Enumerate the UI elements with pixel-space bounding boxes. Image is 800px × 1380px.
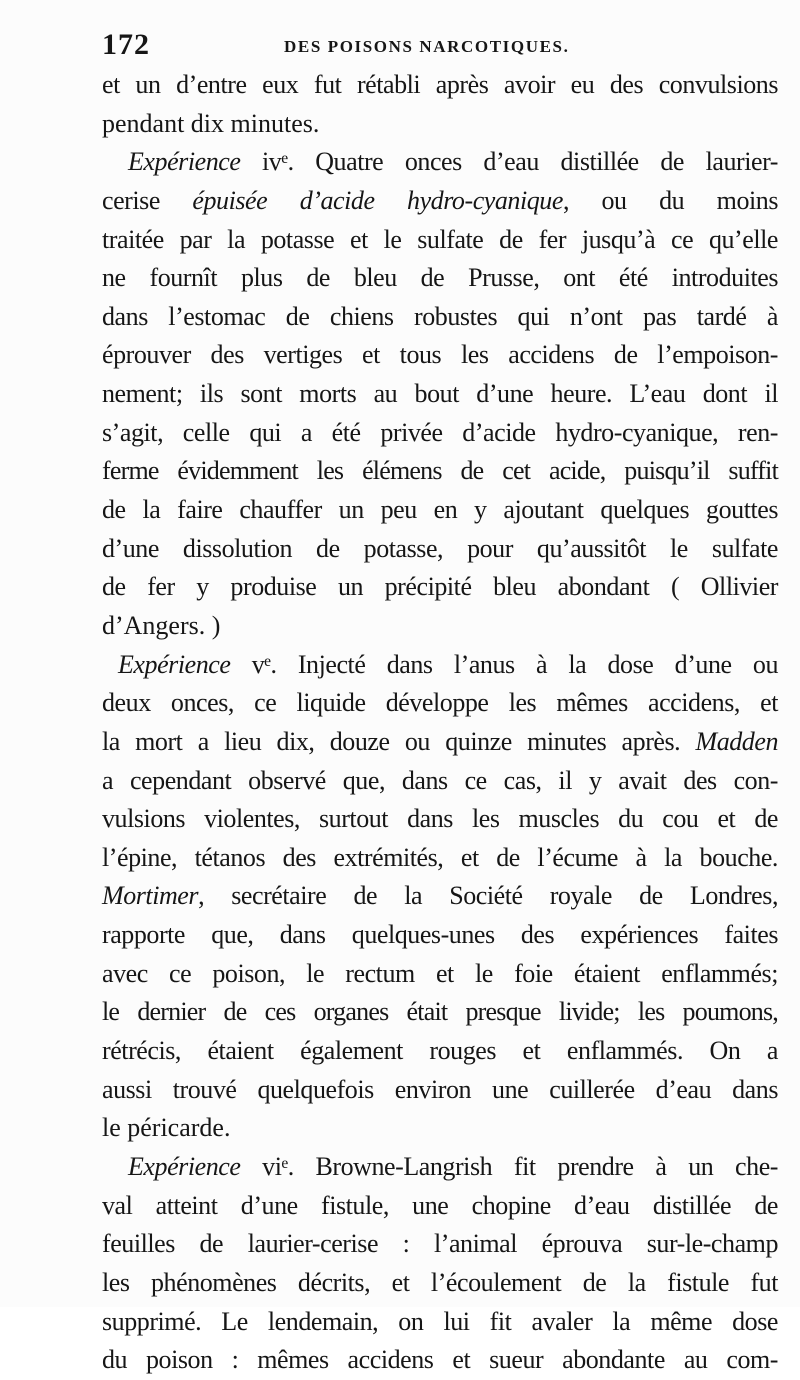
line-text: cerise [102, 185, 193, 215]
line-text: a cependant observé que, dans ce cas, il y avait des con- [102, 765, 778, 795]
text-line [102, 452, 778, 491]
line-italic-text: Expérience [128, 147, 241, 177]
running-title: DES POISONS NARCOTIQUES. [284, 37, 570, 56]
line-text: la mort a lieu dix, douze ou quinze minutes après. [102, 726, 696, 756]
line-text: , secrétaire de la Société royale de Londres, [198, 881, 778, 911]
body-text [102, 66, 778, 1380]
text-line [102, 800, 778, 839]
text-line [102, 1109, 778, 1148]
line-text: et un d’entre eux fut rétabli après avoir eu des convulsions [102, 70, 778, 99]
line-text: supprimé. Le lendemain, on lui fit avaler la même dose [102, 1306, 778, 1336]
line-text: dans l’estomac de chiens robustes qui n’ont pas tardé à [102, 301, 778, 331]
line-text: rétrécis, étaient également rouges et enflammés. On a [102, 1036, 778, 1066]
text-line [102, 1187, 778, 1226]
line-text: éprouver des vertiges et tous les accidens de l’empoison- [102, 340, 778, 370]
line-text: ferme évidemment les élémens de cet acide, puisqu’il suffit [102, 456, 778, 486]
text-line [102, 1032, 778, 1071]
line-text: traitée par la potasse et le sulfate de fer jusqu’à ce qu’elle [102, 224, 778, 254]
line-text: pendant dix minutes. [102, 108, 320, 138]
line-text: viᵉ. Browne-Langrish fit prendre à un che- [240, 1151, 778, 1181]
line-italic-text: Mortimer [102, 881, 199, 911]
text-line [102, 762, 778, 801]
text-line [102, 993, 778, 1032]
text-line [102, 491, 778, 530]
text-line [102, 1071, 778, 1110]
line-text: vulsions violentes, surtout dans les muscles du cou et de [102, 804, 778, 834]
text-line [102, 877, 778, 916]
text-line [102, 1148, 778, 1187]
text-line [102, 916, 778, 955]
line-text: avec ce poison, le rectum et le foie étaient enflammés; [102, 958, 778, 988]
line-text: nement; ils sont morts au bout d’une heure. L’eau dont il [102, 379, 778, 409]
text-line [102, 1341, 778, 1380]
text-line [102, 568, 778, 607]
text-line [102, 143, 778, 182]
line-text: vᵉ. Injecté dans l’anus à la dose d’une ou [230, 649, 778, 679]
text-line [102, 259, 778, 298]
text-line [102, 607, 778, 646]
text-line [102, 298, 778, 337]
line-text: l’épine, tétanos des extrémités, et de l’écume à la bouche. [102, 842, 778, 872]
line-text: de fer y produise un précipité bleu abondant ( Ollivier [102, 572, 778, 602]
line-italic-text: épuisée d’acide hydro-cyanique [192, 185, 563, 215]
text-line [102, 414, 778, 453]
line-text: feuilles de laurier-cerise : l’animal éprouva sur-le-champ [102, 1229, 778, 1259]
text-line [102, 1225, 778, 1264]
running-head [102, 28, 792, 62]
text-line [102, 1264, 778, 1303]
text-line [102, 336, 778, 375]
line-text: s’agit, celle qui a été privée d’acide hydro-cyanique, ren- [102, 417, 778, 447]
line-text: du poison : mêmes accidens et sueur abondante au com- [102, 1345, 778, 1375]
page-number: 172 [102, 28, 150, 61]
text-line [102, 66, 778, 105]
line-text: le dernier de ces organes était presque livide; les poumons, [102, 997, 778, 1027]
text-line [102, 105, 778, 144]
line-text: val atteint d’une fistule, une chopine d’eau distillée de [102, 1190, 778, 1220]
text-line [102, 684, 778, 723]
text-line [102, 955, 778, 994]
line-text: , ou du moins [562, 185, 778, 215]
line-text: ne fournît plus de bleu de Prusse, ont été introduites [102, 263, 778, 293]
line-text: d’Angers. ) [102, 610, 221, 640]
line-text: de la faire chauffer un peu en y ajoutant quelques gouttes [102, 495, 778, 525]
line-italic-text: Expérience [118, 649, 231, 679]
text-line [102, 530, 778, 569]
text-line [102, 839, 778, 878]
text-line [102, 723, 778, 762]
line-text: aussi trouvé quelquefois environ une cuillerée d’eau dans [102, 1074, 778, 1104]
text-line [102, 221, 778, 260]
line-italic-text: Expérience [128, 1151, 241, 1181]
text-line [102, 646, 778, 685]
line-text: deux onces, ce liquide développe les mêmes accidens, et [102, 688, 778, 718]
line-text: rapporte que, dans quelques-unes des expériences faites [102, 920, 778, 950]
line-text: le péricarde. [102, 1113, 231, 1143]
line-text: ivᵉ. Quatre onces d’eau distillée de laurier- [240, 147, 778, 177]
line-text: les phénomènes décrits, et l’écoulement de la fistule fut [102, 1267, 778, 1297]
text-line [102, 182, 778, 221]
line-text: d’une dissolution de potasse, pour qu’aussitôt le sulfate [102, 533, 778, 563]
text-line [102, 375, 778, 414]
text-line [102, 1303, 778, 1342]
line-italic-text: Madden [695, 726, 778, 756]
